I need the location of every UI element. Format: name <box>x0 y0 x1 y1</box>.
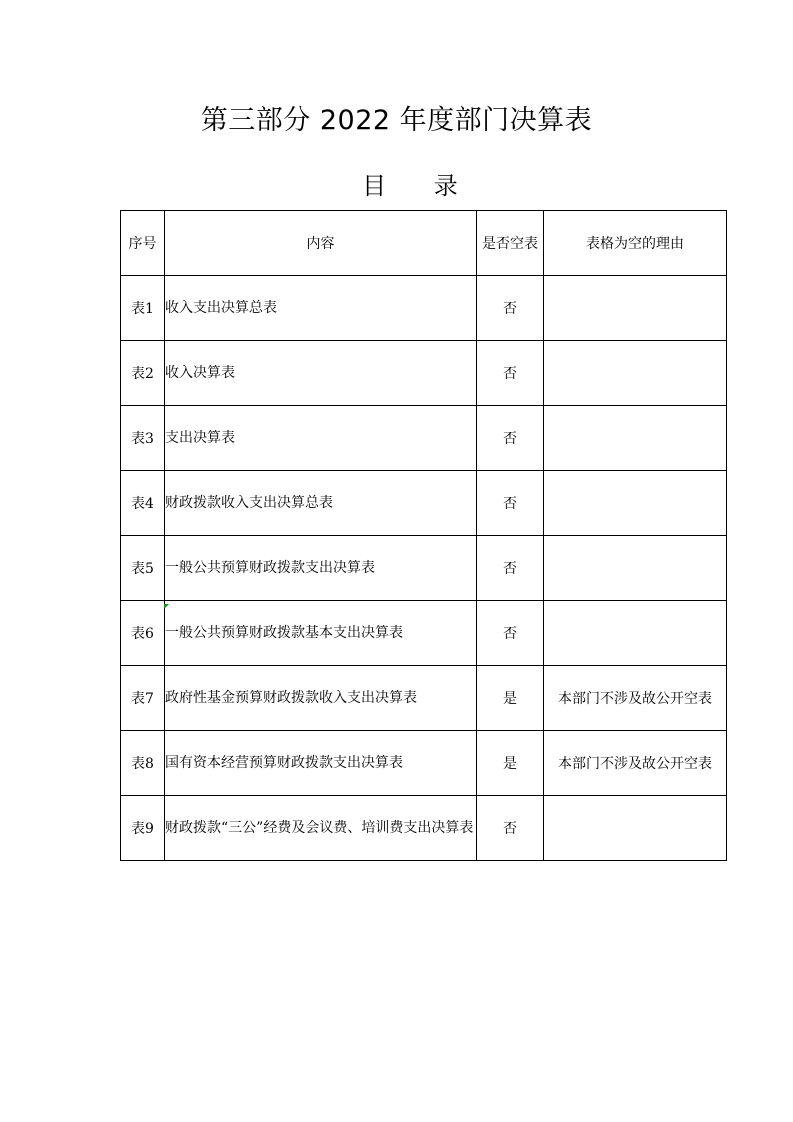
row-reason: 本部门不涉及故公开空表 <box>544 731 727 796</box>
table-row <box>121 406 727 471</box>
row-reason <box>544 471 727 536</box>
cell-comment-marker <box>164 604 169 609</box>
row-is-empty: 否 <box>477 276 544 341</box>
table-row <box>121 536 727 601</box>
row-reason <box>544 406 727 471</box>
table-row <box>121 601 727 666</box>
row-is-empty: 否 <box>477 406 544 471</box>
header-name: 内容 <box>165 211 477 276</box>
table-row <box>121 471 727 536</box>
row-name: 收入支出决算总表 <box>165 276 477 341</box>
row-is-empty: 否 <box>477 341 544 406</box>
row-seq: 表5 <box>121 536 165 601</box>
row-name: 一般公共预算财政拨款支出决算表 <box>165 536 477 601</box>
row-reason: 本部门不涉及故公开空表 <box>544 666 727 731</box>
header-row <box>121 211 727 276</box>
row-is-empty: 否 <box>477 796 544 861</box>
toc-title: 目 录 <box>362 172 478 200</box>
table-row <box>121 276 727 341</box>
row-name: 国有资本经营预算财政拨款支出决算表 <box>165 731 477 796</box>
header-seq: 序号 <box>121 211 165 276</box>
row-name: 政府性基金预算财政拨款收入支出决算表 <box>165 666 477 731</box>
header-reason: 表格为空的理由 <box>544 211 727 276</box>
row-reason <box>544 341 727 406</box>
row-name: 一般公共预算财政拨款基本支出决算表 <box>165 601 477 666</box>
catalog-table <box>120 210 727 861</box>
row-name: 支出决算表 <box>165 406 477 471</box>
row-seq: 表7 <box>121 666 165 731</box>
row-seq: 表9 <box>121 796 165 861</box>
row-reason <box>544 536 727 601</box>
row-is-empty: 否 <box>477 536 544 601</box>
table-row <box>121 341 727 406</box>
row-seq: 表6 <box>121 601 165 666</box>
row-seq: 表1 <box>121 276 165 341</box>
row-name: 收入决算表 <box>165 341 477 406</box>
header-is-empty: 是否空表 <box>477 211 544 276</box>
row-is-empty: 是 <box>477 666 544 731</box>
row-reason <box>544 601 727 666</box>
row-is-empty: 是 <box>477 731 544 796</box>
row-name: 财政拨款收入支出决算总表 <box>165 471 477 536</box>
row-seq: 表2 <box>121 341 165 406</box>
row-reason <box>544 276 727 341</box>
table-row <box>121 666 727 731</box>
row-is-empty: 否 <box>477 601 544 666</box>
table-row <box>121 796 727 861</box>
page-title: 第三部分 2022 年度部门决算表 <box>200 105 593 136</box>
row-name: 财政拨款“三公”经费及会议费、培训费支出决算表 <box>165 796 477 861</box>
row-seq: 表8 <box>121 731 165 796</box>
row-seq: 表3 <box>121 406 165 471</box>
table-row <box>121 731 727 796</box>
row-reason <box>544 796 727 861</box>
row-seq: 表4 <box>121 471 165 536</box>
row-is-empty: 否 <box>477 471 544 536</box>
